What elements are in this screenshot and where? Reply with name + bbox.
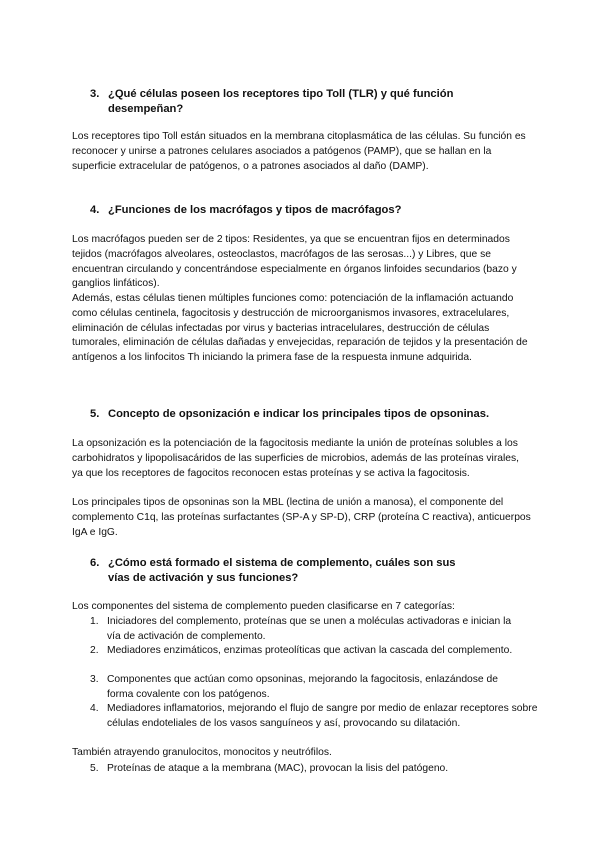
- question-5-paragraph-2: Los principales tipos de opsoninas son la MBL (lectina de unión a manosa), el componente del complemento C1q, las proteínas surfactantes (SP-A y SP-D), CRP (proteína C reactiva), anticuerpos IgA e IgG.: [72, 497, 531, 538]
- list-item-text: Componentes que actúan como opsoninas, mejorando la fagocitosis, enlazándose de forma covalente con los patógenos.: [107, 674, 498, 700]
- list-item-number: 1.: [90, 616, 99, 627]
- list-item-number: 4.: [90, 703, 99, 714]
- question-5-paragraph-1: La opsonización es la potenciación de la fagocitosis mediante la unión de proteínas solubles a los carbohidratos y lipopolisacáridos de las superficies de microbios, además de las proteínas virales, ya que los receptores de fagocitos reconocen estas proteínas y se activa la fagocitosis.: [72, 438, 519, 479]
- question-4-paragraph-1: Los macrófagos pueden ser de 2 tipos: Residentes, ya que se encuentran fijos en determinados tejidos (macrófagos alveolares, osteoclastos, macrófagos de las serosas...) y Libres, que se encuentran circulando y concentrándose especialmente en órganos linfoides secundarios (bazo y ganglios linfáticos).: [72, 234, 517, 290]
- list-item-number: 2.: [90, 645, 99, 656]
- question-3-paragraph: Los receptores tipo Toll están situados en la membrana citoplasmática de las células. Su función es reconocer y unirse a patrones celulares asociados a patógenos (PAMP), que se hallan en la superficie extracelular de patógenos, o a patrones asociados al daño (DAMP).: [72, 131, 526, 172]
- question-4-number: 4.: [90, 204, 100, 216]
- question-3-number: 3.: [90, 88, 100, 100]
- list-item-number: 3.: [90, 674, 99, 685]
- question-6-extra-line: También atrayendo granulocitos, monocitos y neutrófilos.: [72, 747, 332, 758]
- question-4-paragraph-2: Además, estas células tienen múltiples funciones como: potenciación de la inflamación actuando como células centinela, fagocitosis y destrucción de microorganismos invasores, extracelulares, eliminación de células infectadas por virus y bacterias intracelulares, destrucción de células tumorales, eliminación de células dañadas y envejecidas, reparación de tejidos y la presentación de antígenos a los linfocitos Th iniciando la primera fase de la respuesta inmune adquirida.: [72, 293, 528, 364]
- list-item-text: Mediadores enzimáticos, enzimas proteolíticas que activan la cascada del complemento.: [107, 645, 513, 656]
- list-item-text: Iniciadores del complemento, proteínas que se unen a moléculas activadoras e inician la vía de activación de complemento.: [107, 616, 512, 642]
- question-5-title: Concepto de opsonización e indicar los principales tipos de opsoninas.: [108, 408, 490, 420]
- question-3-title: ¿Qué células poseen los receptores tipo Toll (TLR) y qué función desempeñan?: [108, 88, 454, 115]
- question-6-number: 6.: [90, 557, 100, 569]
- question-4-title: ¿Funciones de los macrófagos y tipos de macrófagos?: [108, 204, 402, 216]
- list-item-text: Proteínas de ataque a la membrana (MAC), provocan la lisis del patógeno.: [107, 763, 449, 774]
- list-item-text: Mediadores inflamatorios, mejorando el flujo de sangre por medio de enlazar receptores sobre células endoteliales de los vasos sanguíneos y así, provocando su dilatación.: [107, 703, 538, 729]
- question-6-title: ¿Cómo está formado el sistema de complemento, cuáles son sus vías de activación y sus funciones?: [108, 557, 456, 584]
- question-5-number: 5.: [90, 408, 100, 420]
- list-item-number: 5.: [90, 763, 99, 774]
- question-6-intro: Los componentes del sistema de complemento pueden clasificarse en 7 categorías:: [72, 601, 455, 612]
